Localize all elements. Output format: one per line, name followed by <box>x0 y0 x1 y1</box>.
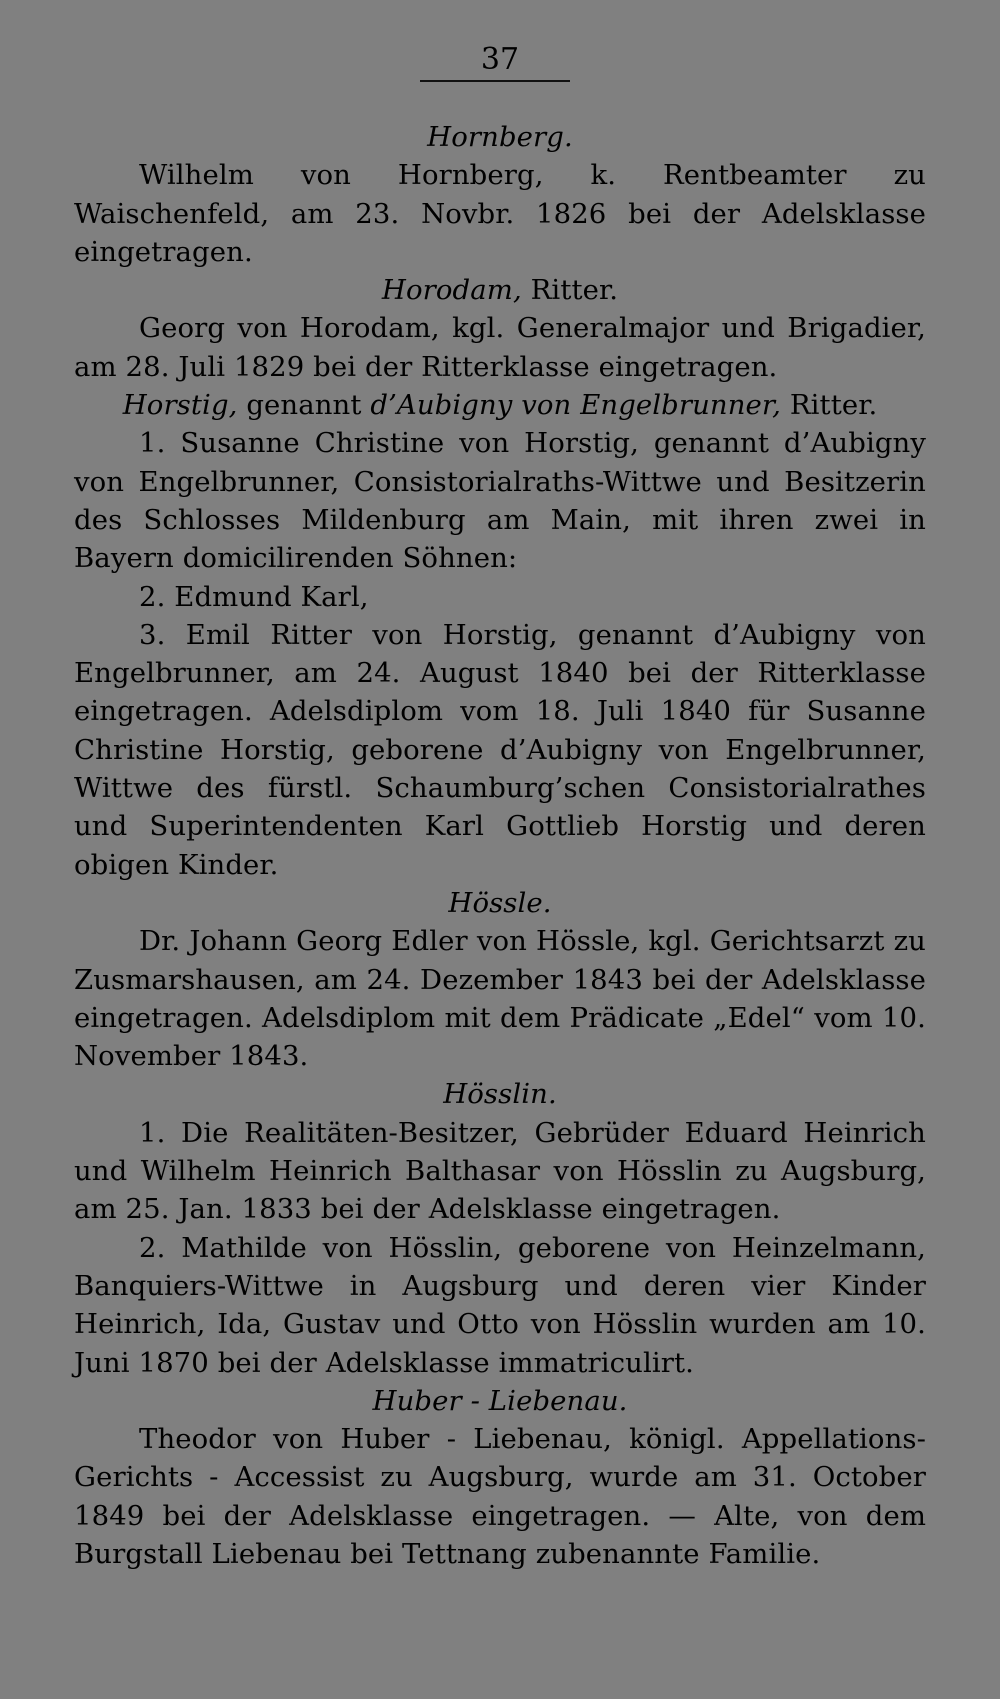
heading-name: Hössle. <box>448 886 552 919</box>
heading-name-rest: d’Aubigny von Engelbrunner, <box>370 389 781 422</box>
heading-name: Hornberg. <box>427 121 573 153</box>
heading-title-suffix: Ritter. <box>789 389 878 422</box>
entry-heading-hornberg <box>74 118 926 156</box>
heading-title-suffix: Ritter. <box>530 274 619 307</box>
heading-name: Hösslin. <box>443 1078 557 1111</box>
page-number: 37 <box>480 42 520 77</box>
heading-connector: genannt <box>246 389 362 422</box>
entry-heading-horodam <box>74 271 926 309</box>
entry-text-huber-liebenau: Theodor von Huber - Liebenau, königl. Appellations-Gerichts - Accessist zu Augsburg, wurde am 31. October 1849 bei der Adelsklasse eingetragen. — Alte, von dem Burgstall Liebenau bei Tettnang zubenannte Familie. <box>74 1423 926 1570</box>
heading-name: Horstig, <box>122 389 238 422</box>
entry-heading-hoessle <box>74 884 926 922</box>
entry-text-horstig-2: 2. Edmund Karl, <box>139 580 369 613</box>
heading-name: Huber - Liebenau. <box>372 1384 628 1417</box>
entry-heading-huber-liebenau <box>74 1382 926 1420</box>
entry-text-horstig-3: 3. Emil Ritter von Horstig, genannt d’Aubigny von Engelbrunner, am 24. August 1840 bei der Ritterklasse eingetragen. Adelsdiplom vom 18. Juli 1840 für Susanne Christine Horstig, geborene d’Aubigny von Engelbrunner, Wittwe des fürstl. Schaumburg’schen Consistorialrathes und Superintendenten Karl Gottlieb Horstig und deren obigen Kinder. <box>74 618 926 881</box>
entry-heading-horstig <box>74 386 926 424</box>
entry-text-hornberg: Wilhelm von Hornberg, k. Rentbeamter zu Waischenfeld, am 23. Novbr. 1826 bei der Adelsklasse eingetragen. <box>74 159 926 268</box>
entry-text-horstig-1: 1. Susanne Christine von Horstig, genannt d’Aubigny von Engelbrunner, Consistorialraths-Wittwe und Besitzerin des Schlosses Mildenburg am Main, mit ihren zwei in Bayern domicilirenden Söhnen: <box>74 427 926 575</box>
entry-text-hoesslin-2: 2. Mathilde von Hösslin, geborene von Heinzelmann, Banquiers-Wittwe in Augsburg und deren vier Kinder Heinrich, Ida, Gustav und Otto von Hösslin wurden am 10. Juni 1870 bei der Adelsklasse immatriculirt. <box>74 1231 926 1379</box>
page-number-rule <box>420 80 570 82</box>
entry-text-hoessle: Dr. Johann Georg Edler von Hössle, kgl. Gerichtsarzt zu Zusmarshausen, am 24. Dezember 1843 bei der Adelsklasse eingetragen. Adelsdiplom mit dem Prädicate „Edel“ vom 10. November 1843. <box>74 925 926 1073</box>
heading-name: Horodam, <box>381 274 522 307</box>
entry-text-hoesslin-1: 1. Die Realitäten-Besitzer, Gebrüder Eduard Heinrich und Wilhelm Heinrich Balthasar von Hösslin zu Augsburg, am 25. Jan. 1833 bei der Adelsklasse eingetragen. <box>74 1116 926 1226</box>
entry-heading-hoesslin <box>74 1075 926 1113</box>
text-column <box>74 118 926 1573</box>
entry-text-horodam: Georg von Horodam, kgl. Generalmajor und Brigadier, am 28. Juli 1829 bei der Ritterklasse eingetragen. <box>74 312 926 383</box>
